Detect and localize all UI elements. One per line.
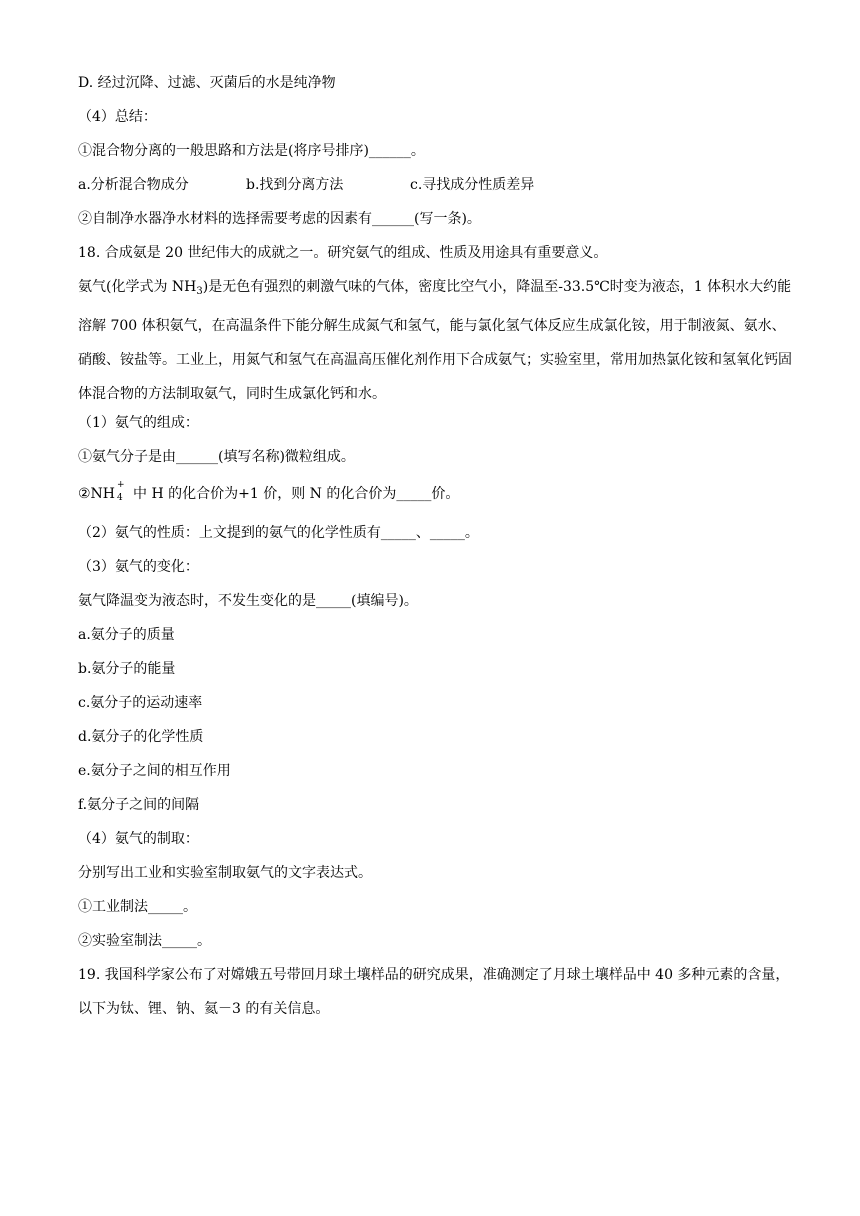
choice-c: c.氨分子的运动速率 <box>78 695 203 711</box>
option-a: a.分析混合物成分 <box>78 177 189 193</box>
option-d: D. 经过沉降、过滤、灭菌后的水是纯净物 <box>78 75 336 91</box>
ammonium-ion-script: + 4 <box>117 480 125 503</box>
ammonia-intro-paragraph: 氨气(化学式为 $NH_3$)是无色有强烈的刺激气味的气体，密度比空气小，降温至-33.5℃时变为液态，1 体积水大约能溶解 700 体积氨气，在高温条件下能分解生成氮气和氢气，能与氯化氢气体反应生成氯化铵，用于制液氮、氨水、硝酸、铵盐等。工业上，用氮气和氢气在高温高压催化剂作用下合成氨气；实验室里，常用加热氯化铵和氢氧化钙固体混合物的方法制取氨气，同时生成氯化钙和水。 <box>78 279 792 402</box>
choice-e: e.氨分子之间的相互作用 <box>78 763 231 779</box>
subquestion-1b: ②NH + 4 中 H 的化合价为+1 价，则 N 的化合价为_____价。 <box>78 480 460 503</box>
subquestion-4b: ②实验室制法_____。 <box>78 933 211 949</box>
option-c: c.寻找成分性质差异 <box>410 177 535 193</box>
subquestion-3-question: 氨气降温变为液态时，不发生变化的是_____(填编号)。 <box>78 593 418 609</box>
choice-a: a.氨分子的质量 <box>78 627 175 643</box>
separation-options <box>78 175 778 195</box>
subquestion-4-question: 分别写出工业和实验室制取氨气的文字表达式。 <box>78 865 372 881</box>
subquestion-4-heading: （4）氨气的制取： <box>78 831 199 847</box>
subquestion-3-heading: （3）氨气的变化： <box>78 559 199 575</box>
section-4-summary-heading: （4）总结： <box>78 109 157 125</box>
subquestion-4a: ①工业制法_____。 <box>78 899 197 915</box>
question-19: 19. 我国科学家公布了对嫦娥五号带回月球土壤样品的研究成果，准确测定了月球土壤样品中 40 多种元素的含量，以下为钛、锂、钠、氦－3 的有关信息。 <box>78 967 790 1017</box>
subquestion-1-heading: （1）氨气的组成： <box>78 415 199 431</box>
option-b: b.找到分离方法 <box>246 177 344 193</box>
choice-b: b.氨分子的能量 <box>78 661 176 677</box>
choice-f: f.氨分子之间的间隔 <box>78 797 200 813</box>
question-mixture-separation: ①混合物分离的一般思路和方法是(将序号排序)______。 <box>78 143 425 159</box>
subquestion-1a: ①氨气分子是由______(填写名称)微粒组成。 <box>78 449 355 465</box>
question-filter-materials: ②自制净水器净水材料的选择需要考虑的因素有______(写一条)。 <box>78 211 481 227</box>
subquestion-2: （2）氨气的性质：上文提到的氨气的化学性质有_____、_____。 <box>78 525 479 541</box>
question-18-heading: 18. 合成氨是 20 世纪伟大的成就之一。研究氨气的组成、性质及用途具有重要意义。 <box>78 245 608 261</box>
choice-d: d.氨分子的化学性质 <box>78 729 204 745</box>
